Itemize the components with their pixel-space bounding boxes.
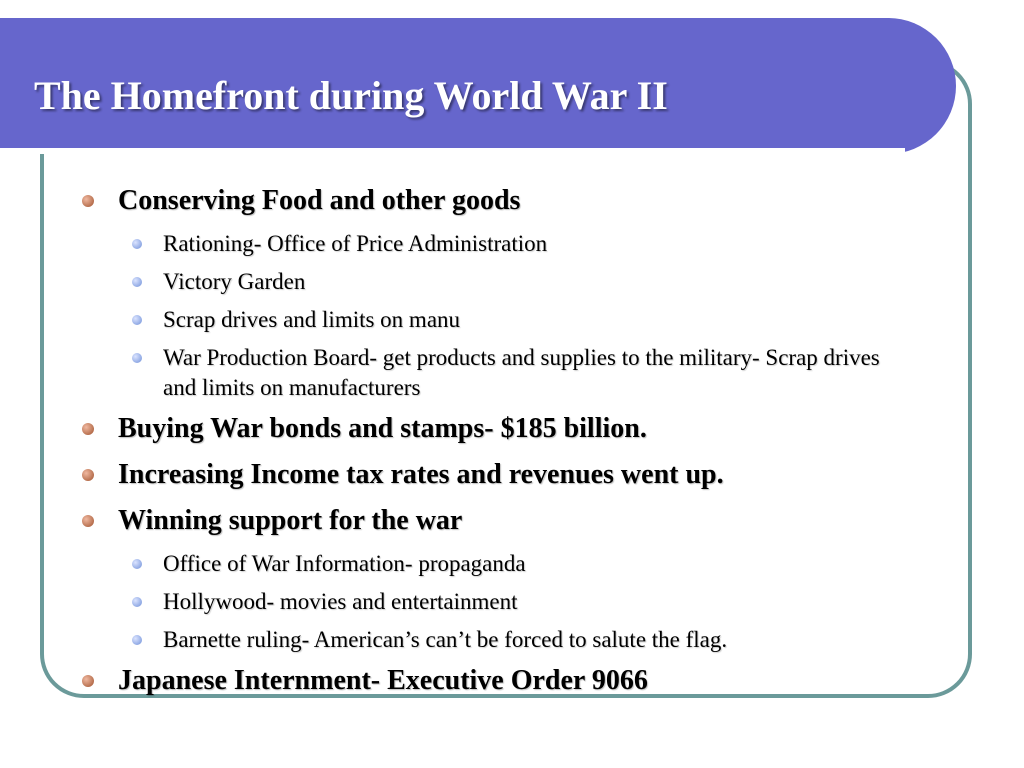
sub-bullet-icon <box>132 315 142 325</box>
slide-title: The Homefront during World War II <box>34 73 668 118</box>
bullet-text: Conserving Food and other goods <box>118 185 521 216</box>
sub-bullet-item <box>80 267 903 297</box>
bullet-text: Increasing Income tax rates and revenues went up. <box>118 459 724 490</box>
sub-bullet-icon <box>132 277 142 287</box>
bullet-item <box>80 183 960 219</box>
sub-bullet-text: War Production Board- get products and supplies to the military- Scrap drives and limits on manufacturers <box>163 345 880 400</box>
sub-bullet-icon <box>132 559 142 569</box>
bullet-item <box>80 503 960 539</box>
bullet-icon <box>82 515 94 527</box>
bullet-text: Buying War bonds and stamps- $185 billion. <box>118 413 647 444</box>
bullet-list <box>80 183 960 709</box>
bullet-item <box>80 411 960 447</box>
sub-bullet-icon <box>132 353 142 363</box>
sub-bullet-text: Victory Garden <box>163 269 306 294</box>
sub-bullet-item <box>80 587 903 617</box>
sub-bullet-list <box>80 549 960 655</box>
sub-bullet-list <box>80 229 960 403</box>
sub-bullet-text: Hollywood- movies and entertainment <box>163 589 518 614</box>
sub-bullet-text: Scrap drives and limits on manu <box>163 307 461 332</box>
sub-bullet-item <box>80 305 903 335</box>
sub-bullet-icon <box>132 635 142 645</box>
bullet-icon <box>82 423 94 435</box>
sub-bullet-item <box>80 625 903 655</box>
bullet-icon <box>82 469 94 481</box>
bullet-icon <box>82 195 94 207</box>
sub-bullet-item <box>80 229 903 259</box>
sub-bullet-icon <box>132 597 142 607</box>
sub-bullet-text: Office of War Information- propaganda <box>163 551 526 576</box>
sub-bullet-text: Barnette ruling- American’s can’t be forced to salute the flag. <box>163 627 728 652</box>
sub-bullet-item <box>80 549 903 579</box>
bullet-text: Japanese Internment- Executive Order 9066 <box>118 665 648 696</box>
bullet-item <box>80 663 960 699</box>
bullet-icon <box>82 675 94 687</box>
sub-bullet-text: Rationing- Office of Price Administration <box>163 231 548 256</box>
bullet-text: Winning support for the war <box>118 505 463 536</box>
sub-bullet-icon <box>132 239 142 249</box>
sub-bullet-item <box>80 343 903 403</box>
bullet-item <box>80 457 960 493</box>
title-underline <box>0 148 905 154</box>
title-bar <box>0 18 956 154</box>
